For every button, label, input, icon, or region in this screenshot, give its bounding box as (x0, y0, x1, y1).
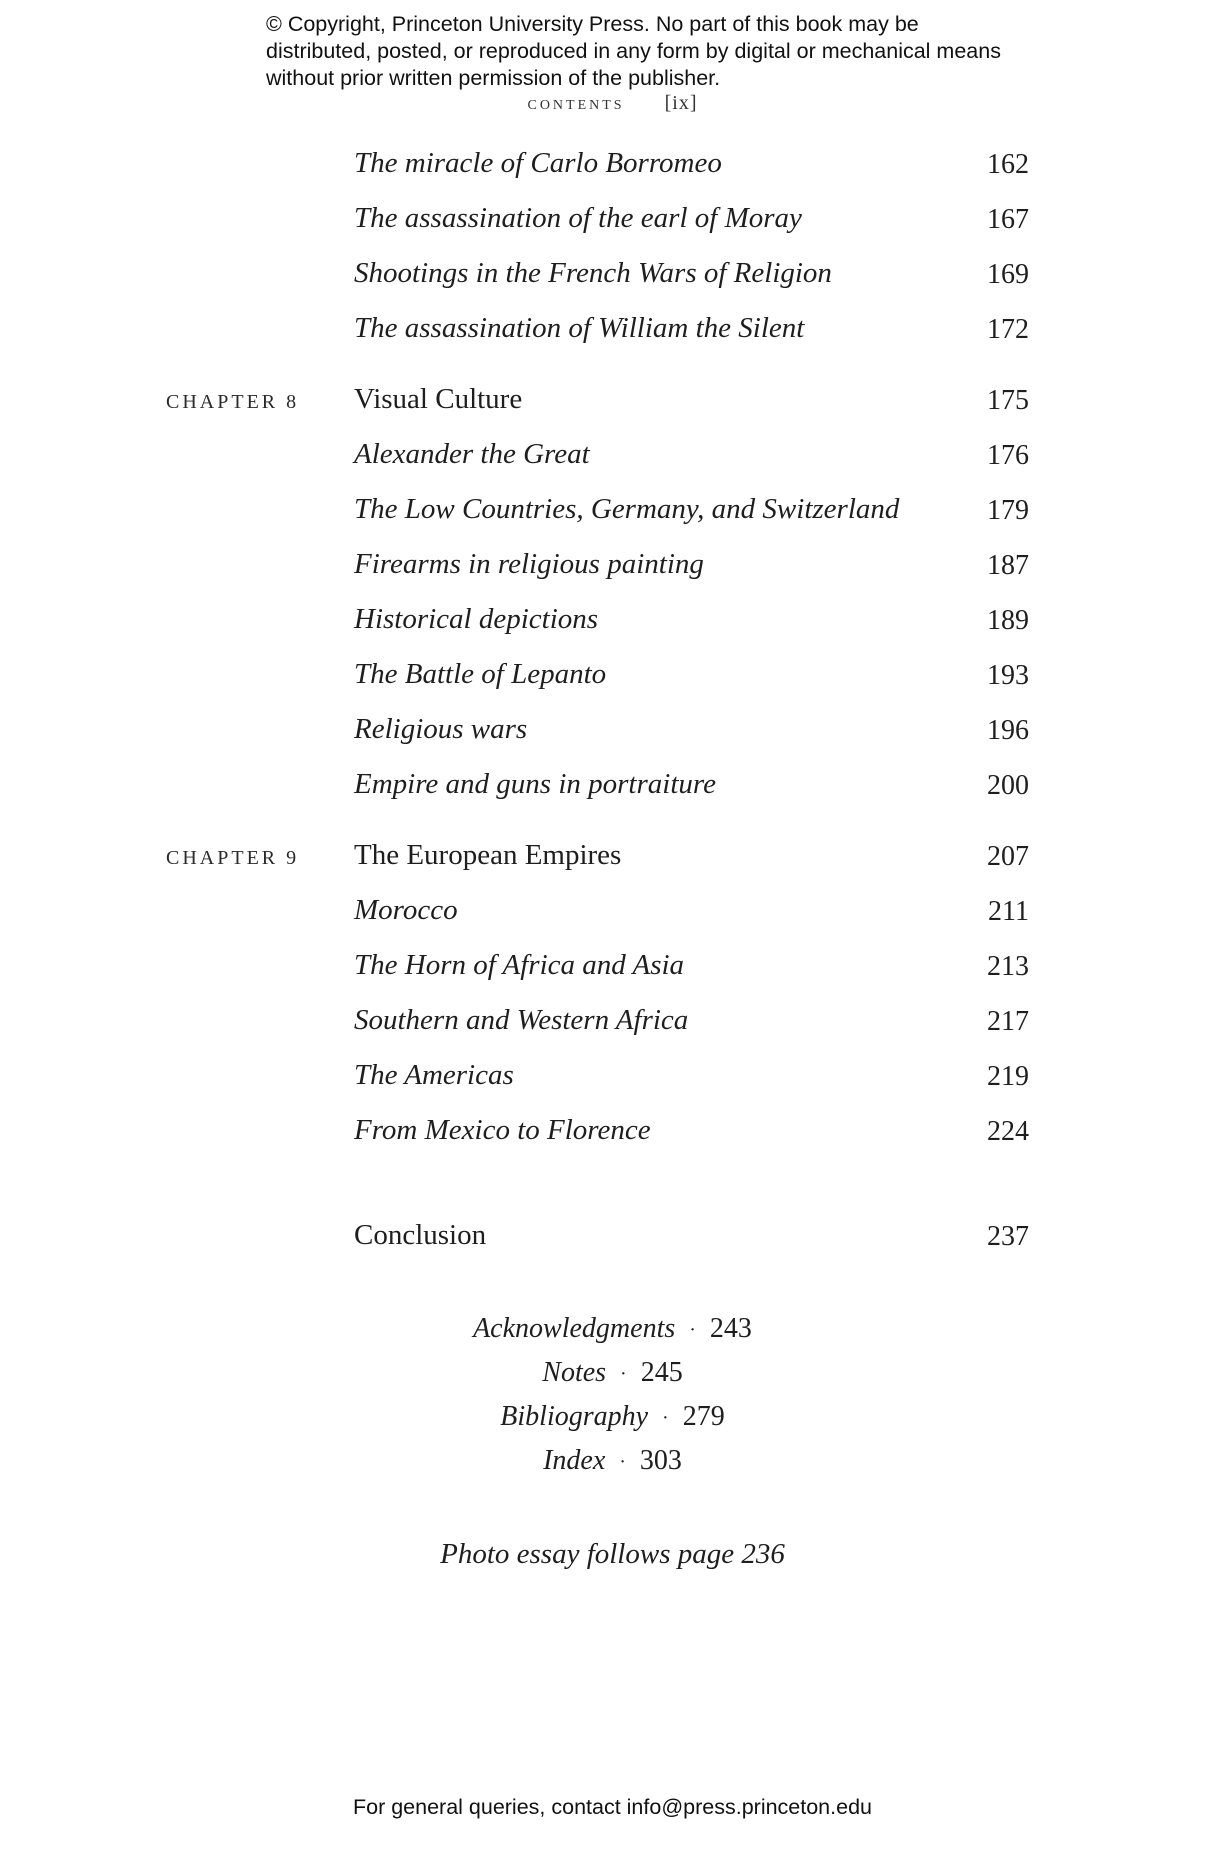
middle-dot-separator: · (662, 1407, 669, 1430)
toc-entry-title: Religious wars (354, 713, 528, 745)
toc-section-row (0, 147, 1225, 193)
toc-section-row (0, 713, 1225, 759)
toc-entry-page: 167 (987, 204, 1029, 235)
toc-section-row (0, 658, 1225, 704)
photo-essay-note: Photo essay follows page 236 (440, 1538, 785, 1570)
back-matter-title: Notes (542, 1357, 607, 1388)
toc-entry-title: Visual Culture (354, 383, 523, 415)
toc-entry-page: 207 (987, 841, 1029, 872)
toc-section-row (0, 257, 1225, 303)
back-matter-title: Bibliography (500, 1401, 649, 1432)
toc-entry-page: 187 (987, 550, 1029, 581)
toc-entry-page: 224 (987, 1116, 1029, 1147)
toc-entry-title: Historical depictions (354, 603, 599, 635)
copyright-notice: © Copyright, Princeton University Press. No part of this book may be distributed, posted, or reproduced in any form by digital or mechanical means without prior written permission of the publisher. (266, 12, 1001, 90)
back-matter-row (0, 1401, 1225, 1441)
toc-section-row (0, 548, 1225, 594)
toc-entry-title: Alexander the Great (354, 438, 590, 470)
toc-entry-page: 179 (987, 495, 1029, 526)
chapter-label: CHAPTER 9 (166, 847, 300, 869)
toc-entry-page: 189 (987, 605, 1029, 636)
toc-section-row (0, 894, 1225, 940)
toc-entry-page: 200 (987, 770, 1029, 801)
toc-entry-page: 219 (987, 1061, 1029, 1092)
toc-chapter-row (0, 383, 1225, 429)
toc-entry-page: 211 (988, 896, 1029, 927)
back-matter-row (0, 1313, 1225, 1353)
toc-entry-page: 196 (987, 715, 1029, 746)
toc-entry-page: 237 (987, 1221, 1029, 1252)
toc-entry-title: The Horn of Africa and Asia (354, 949, 685, 981)
back-matter-page: 279 (682, 1401, 725, 1432)
toc-entry-title: Shootings in the French Wars of Religion (354, 257, 832, 289)
toc-entry-title: Morocco (354, 894, 458, 926)
toc-section-row (0, 1059, 1225, 1105)
toc-entry-title: Southern and Western Africa (354, 1004, 689, 1036)
toc-entry-page: 175 (987, 385, 1029, 416)
back-matter-page: 243 (709, 1313, 752, 1344)
toc-entry-title: Empire and guns in portraiture (354, 768, 716, 800)
middle-dot-separator: · (619, 1451, 626, 1474)
running-head-title: contents (527, 92, 625, 114)
back-matter-title: Acknowledgments (473, 1313, 676, 1344)
running-head-page-number: [ix] (664, 92, 698, 114)
toc-section-row (0, 1219, 1225, 1265)
toc-section-row (0, 603, 1225, 649)
toc-entry-title: Firearms in religious painting (354, 548, 704, 580)
toc-section-row (0, 202, 1225, 248)
toc-entry-page: 169 (987, 259, 1029, 290)
toc-entry-page: 176 (987, 440, 1029, 471)
running-head (0, 92, 1225, 115)
back-matter-row (0, 1357, 1225, 1397)
toc-section-row (0, 1114, 1225, 1160)
toc-chapter-row (0, 839, 1225, 885)
toc-section-row (0, 768, 1225, 814)
back-matter-page: 303 (639, 1445, 682, 1476)
toc-entry-title: Conclusion (354, 1219, 487, 1251)
back-matter-row (0, 1445, 1225, 1485)
toc-entry-title: The Battle of Lepanto (354, 658, 607, 690)
toc-entry-page: 217 (987, 1006, 1029, 1037)
chapter-label: CHAPTER 8 (166, 391, 300, 413)
toc-entry-title: The miracle of Carlo Borromeo (354, 147, 722, 179)
toc-section-row (0, 949, 1225, 995)
toc-section-row (0, 1004, 1225, 1050)
toc-entry-title: The Low Countries, Germany, and Switzerland (354, 493, 900, 525)
toc-section-row (0, 493, 1225, 539)
back-matter-page: 245 (640, 1357, 683, 1388)
toc-entry-page: 162 (987, 149, 1029, 180)
toc-entry-page: 213 (987, 951, 1029, 982)
toc-entry-title: The assassination of William the Silent (354, 312, 805, 344)
toc-entry-title: The Americas (354, 1059, 514, 1091)
middle-dot-separator: · (689, 1319, 696, 1342)
toc-section-row (0, 312, 1225, 358)
toc-entry-page: 172 (987, 314, 1029, 345)
middle-dot-separator: · (620, 1363, 627, 1386)
toc-entry-title: The assassination of the earl of Moray (354, 202, 802, 234)
toc-section-row (0, 438, 1225, 484)
toc-entry-title: From Mexico to Florence (354, 1114, 651, 1146)
back-matter-title: Index (543, 1445, 606, 1476)
toc-entry-title: The European Empires (354, 839, 622, 871)
footer-contact: For general queries, contact info@press.princeton.edu (352, 1795, 872, 1819)
toc-entry-page: 193 (987, 660, 1029, 691)
